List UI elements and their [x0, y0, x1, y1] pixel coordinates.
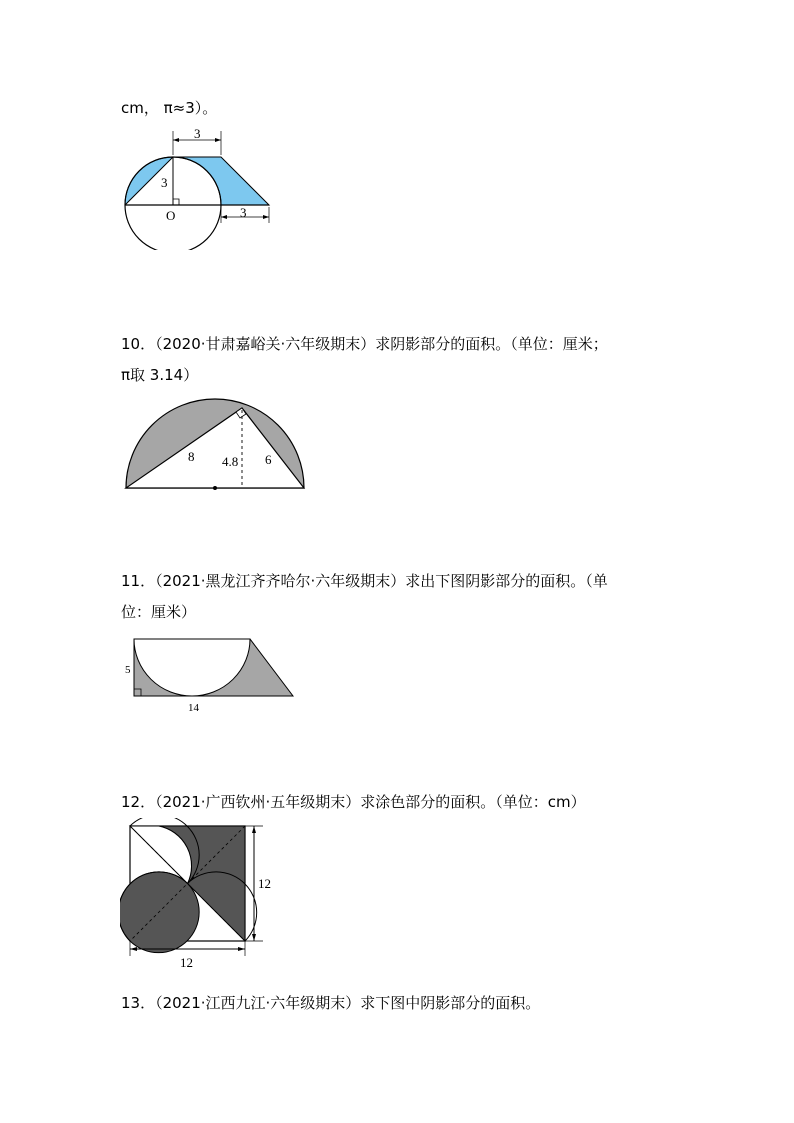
- q9-label-top: 3: [194, 126, 201, 141]
- q13-text-line1: 13．（2021·江西九江·六年级期末）求下图中阴影部分的面积。: [121, 994, 541, 1012]
- q9-text-tail: cm， π≈3）。: [121, 99, 218, 117]
- q10-text-line2: π取 3.14）: [121, 366, 199, 384]
- q9-right-angle: [173, 199, 179, 205]
- q9-label-bottom: 3: [240, 205, 247, 220]
- q10-label-a: 8: [188, 449, 195, 464]
- q12-label-side: 12: [258, 876, 271, 891]
- q11-label-base: 14: [188, 702, 199, 714]
- q10-figure: [120, 398, 312, 498]
- q11-text-line1: 11．（2021·黑龙江齐齐哈尔·六年级期末）求出下图阴影部分的面积。（单: [121, 572, 608, 590]
- q11-text-line2: 位：厘米）: [121, 603, 197, 621]
- q9-label-center: O: [166, 208, 176, 223]
- q10-label-h: 4.8: [222, 454, 239, 469]
- q11-figure: [120, 632, 302, 716]
- q9-label-height: 3: [161, 175, 168, 190]
- q10-label-b: 6: [265, 452, 272, 467]
- q10-text-line1: 10．（2020·甘肃嘉峪关·六年级期末）求阴影部分的面积。（单位：厘米；: [121, 335, 608, 353]
- q12-shaded-bottom-left: [120, 872, 199, 953]
- q12-label-bottom: 12: [180, 955, 193, 970]
- q12-text-line1: 12．（2021·广西钦州·五年级期末）求涂色部分的面积。（单位：cm）: [121, 793, 586, 811]
- q11-label-height: 5: [125, 664, 131, 676]
- q12-figure: [120, 818, 280, 974]
- q10-center-dot: [213, 486, 217, 490]
- q9-figure: [115, 125, 285, 250]
